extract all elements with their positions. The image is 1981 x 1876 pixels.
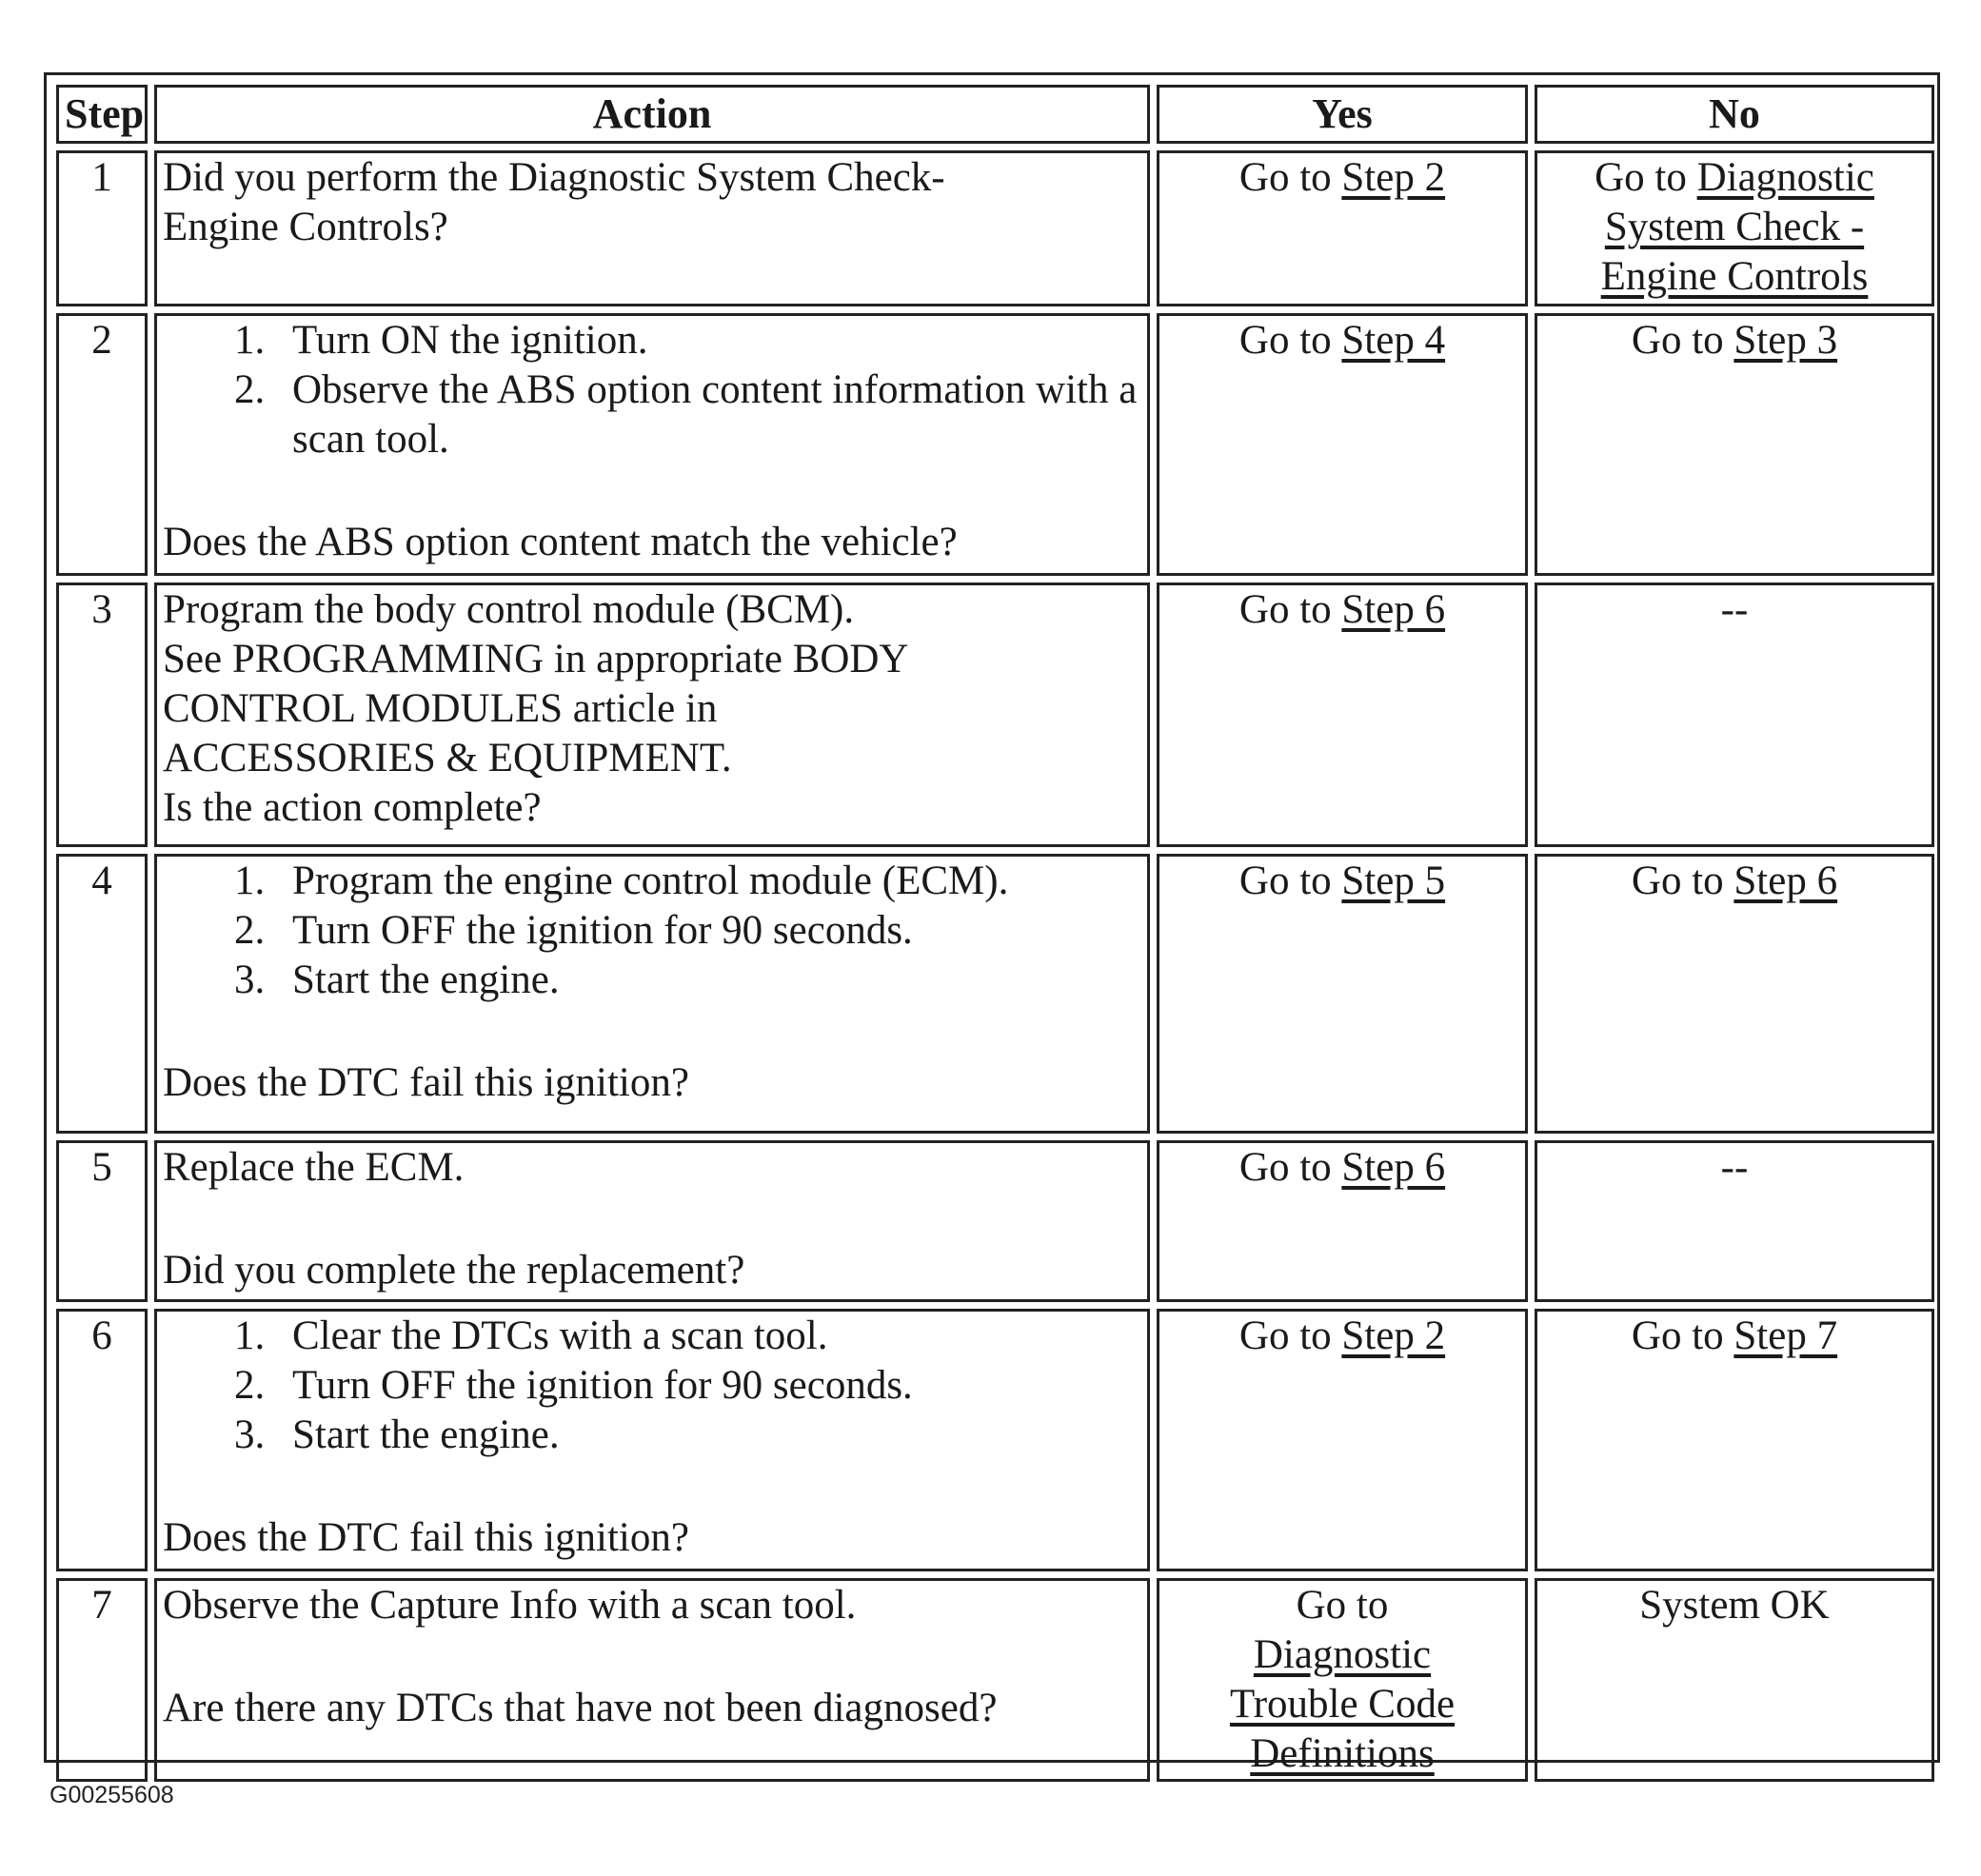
action-list-item: 3. Start the engine. [275,1411,1141,1460]
action-question: Does the DTC fail this ignition? [163,1515,689,1560]
step-number: 5 [56,1140,148,1302]
action-list-item: 1. Turn ON the ignition. [275,316,1141,365]
action-line: Program the body control module (BCM). [163,587,855,632]
table-row [56,1140,1934,1302]
no-cell [1535,150,1934,306]
no-link[interactable]: Step 7 [1733,1313,1838,1358]
table-row [56,150,1934,306]
no-link[interactable]: Step 3 [1733,318,1838,363]
no-cell [1535,854,1934,1134]
action-question: Does the ABS option content match the vehicle? [163,520,958,564]
step-number: 2 [56,313,148,576]
action-list-item: 2. Turn OFF the ignition for 90 seconds. [275,906,1141,956]
action-list-item: 1. Clear the DTCs with a scan tool. [275,1312,1141,1361]
no-cell [1535,313,1934,576]
action-line: Engine Controls? [163,205,448,249]
no-prefix: Go to [1631,318,1734,363]
yes-link[interactable]: Step 2 [1341,155,1446,200]
action-cell [154,1309,1150,1571]
action-list-item: 1. Program the engine control module (ECM). [275,857,1141,906]
yes-link[interactable]: Step 5 [1341,859,1446,903]
yes-cell [1157,1140,1528,1302]
action-cell [154,150,1150,306]
diagnostic-table [50,78,1941,1788]
yes-cell [1157,854,1528,1134]
no-cell: -- [1535,583,1934,847]
action-line: Observe the Capture Info with a scan tool. [163,1583,857,1628]
table-row [56,313,1934,576]
yes-prefix: Go to [1238,318,1342,363]
step-number: 7 [56,1578,148,1782]
action-list-item: 3. Start the engine. [275,956,1141,1005]
yes-link[interactable]: Step 6 [1341,1145,1446,1190]
action-cell [154,854,1150,1134]
yes-link[interactable]: Step 2 [1341,1313,1446,1358]
no-prefix: Go to [1595,155,1697,200]
action-line: Replace the ECM. [163,1145,465,1190]
action-cell [154,1578,1150,1782]
header-step: Step [56,85,148,144]
table-row [56,854,1934,1134]
yes-prefix: Go to [1296,1583,1389,1628]
no-cell: System OK [1535,1578,1934,1782]
yes-cell [1157,1578,1528,1782]
yes-cell [1157,583,1528,847]
yes-link[interactable]: Step 6 [1341,587,1446,632]
yes-cell [1157,150,1528,306]
no-link[interactable]: Diagnostic System Check - Engine Controls [1600,155,1874,299]
table-row [56,583,1934,847]
yes-cell [1157,313,1528,576]
yes-link[interactable]: Diagnostic Trouble Code Definitions [1229,1632,1456,1776]
table-row [56,1309,1934,1571]
no-link[interactable]: Step 6 [1733,859,1838,903]
table-row [56,1578,1934,1782]
action-list [163,857,1141,1005]
action-list [163,316,1141,464]
step-number: 4 [56,854,148,1134]
action-question: Does the DTC fail this ignition? [163,1060,689,1105]
no-cell: -- [1535,1140,1934,1302]
action-cell [154,583,1150,847]
step-number: 1 [56,150,148,306]
action-list [163,1312,1141,1460]
action-cell [154,313,1150,576]
action-line: Did you perform the Diagnostic System Check- [163,155,945,200]
header-yes: Yes [1157,85,1528,144]
figure-id-caption: G00255608 [50,1782,174,1808]
yes-link[interactable]: Step 4 [1341,318,1446,363]
yes-prefix: Go to [1238,1313,1342,1358]
no-prefix: Go to [1631,859,1734,903]
yes-prefix: Go to [1238,1145,1342,1190]
yes-prefix: Go to [1238,859,1342,903]
action-question: Is the action complete? [163,785,542,830]
action-line: See PROGRAMMING in appropriate BODY CONTROL MODULES article in ACCESSORIES & EQUIPMENT. [163,637,907,780]
step-number: 3 [56,583,148,847]
step-number: 6 [56,1309,148,1571]
action-question: Are there any DTCs that have not been diagnosed? [163,1686,998,1730]
yes-cell [1157,1309,1528,1571]
action-cell [154,1140,1150,1302]
action-list-item: 2. Turn OFF the ignition for 90 seconds. [275,1361,1141,1411]
action-question: Did you complete the replacement? [163,1248,745,1293]
no-prefix: Go to [1631,1313,1734,1358]
action-list-item: 2. Observe the ABS option content information with a scan tool. [275,365,1141,464]
no-cell [1535,1309,1934,1571]
yes-prefix: Go to [1238,155,1342,200]
header-no: No [1535,85,1934,144]
yes-prefix: Go to [1238,587,1342,632]
header-row [56,85,1934,144]
header-action: Action [154,85,1150,144]
